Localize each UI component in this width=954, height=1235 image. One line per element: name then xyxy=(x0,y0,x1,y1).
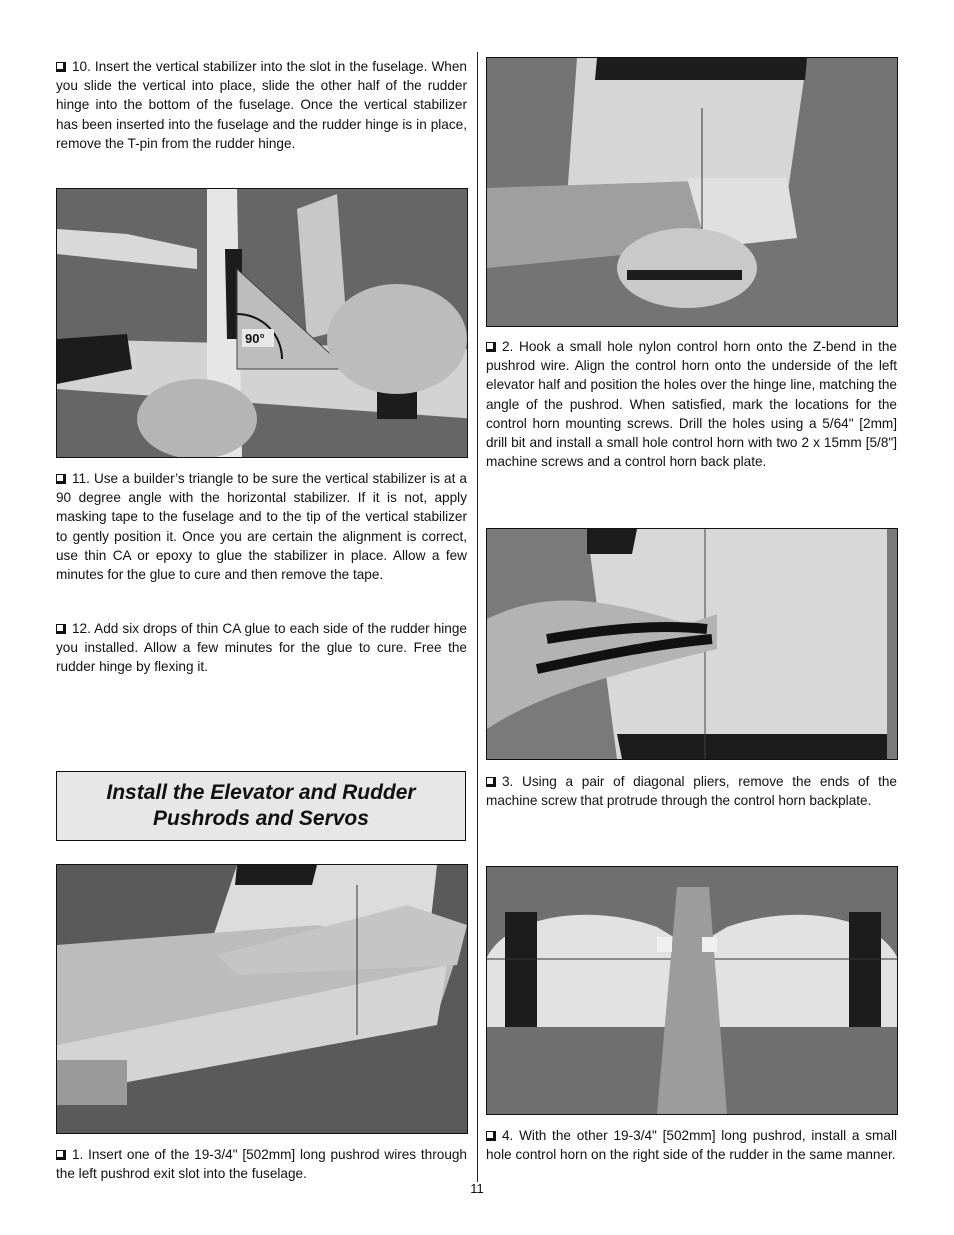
checkbox-icon[interactable] xyxy=(56,62,66,72)
checkbox-icon[interactable] xyxy=(56,474,66,484)
photo-diagonal-pliers xyxy=(486,528,898,760)
step-12-text: 12. Add six drops of thin CA glue to each side of the rudder hinge you installed. Allow a few minutes for the glue to cure. Free the rudder hinge by flexing it. xyxy=(56,621,467,675)
step-2-text: 2. Hook a small hole nylon control horn onto the Z-bend in the pushrod wire. Align the control horn onto the underside of the left elevator half and position the holes over the hinge line, matching the angle of the pushrod. When satisfied, mark the locations for the control horn mounting screws. Drill the holes using a 5/64" [2mm] drill bit and install a small hole control horn with two 2 x 15mm [5/8"] machine screws and a control horn back plate. xyxy=(486,339,897,470)
page-number: 11 xyxy=(470,1181,484,1196)
checkbox-icon[interactable] xyxy=(486,777,496,787)
checkbox-icon[interactable] xyxy=(56,1150,66,1160)
angle-label: 90° xyxy=(245,331,265,346)
checkbox-icon[interactable] xyxy=(486,1131,496,1141)
photo-control-horn-underside xyxy=(486,57,898,327)
step-3-text: 3. Using a pair of diagonal pliers, remove the ends of the machine screw that protrude through the control horn backplate. xyxy=(486,774,897,809)
column-divider xyxy=(477,52,478,1182)
photo-both-control-horns xyxy=(486,866,898,1115)
section-heading-box xyxy=(56,771,466,841)
step-4-text: 4. With the other 19-3/4" [502mm] long pushrod, install a small hole control horn on the right side of the rudder in the same manner. xyxy=(486,1128,897,1163)
checkbox-icon[interactable] xyxy=(486,342,496,352)
photo-stabilizer-alignment xyxy=(56,188,468,458)
step-10-text: 10. Insert the vertical stabilizer into the slot in the fuselage. When you slide the vertical into place, slide the other half of the rudder hinge into the bottom of the fuselage. Once the vertical stabilizer has been inserted into the fuselage and the rudder hinge is in place, remove the T-pin from the rudder hinge. xyxy=(56,59,467,151)
step-11-text: 11. Use a builder’s triangle to be sure the vertical stabilizer is at a 90 degree angle with the horizontal stabilizer. If it is not, apply masking tape to the fuselage and to the tip of the vertical stabilizer to gently position it. Once you are certain the alignment is correct, use thin CA or epoxy to glue the stabilizer in place. Allow a few minutes for the glue to cure and then remove the tape. xyxy=(56,471,467,583)
checkbox-icon[interactable] xyxy=(56,624,66,634)
section-title: Install the Elevator and Rudder Pushrods and Servos xyxy=(106,781,416,830)
photo-pushrod-exit xyxy=(56,864,468,1134)
step-1-text: 1. Insert one of the 19-3/4" [502mm] long pushrod wires through the left pushrod exit slot into the fuselage. xyxy=(56,1147,467,1182)
